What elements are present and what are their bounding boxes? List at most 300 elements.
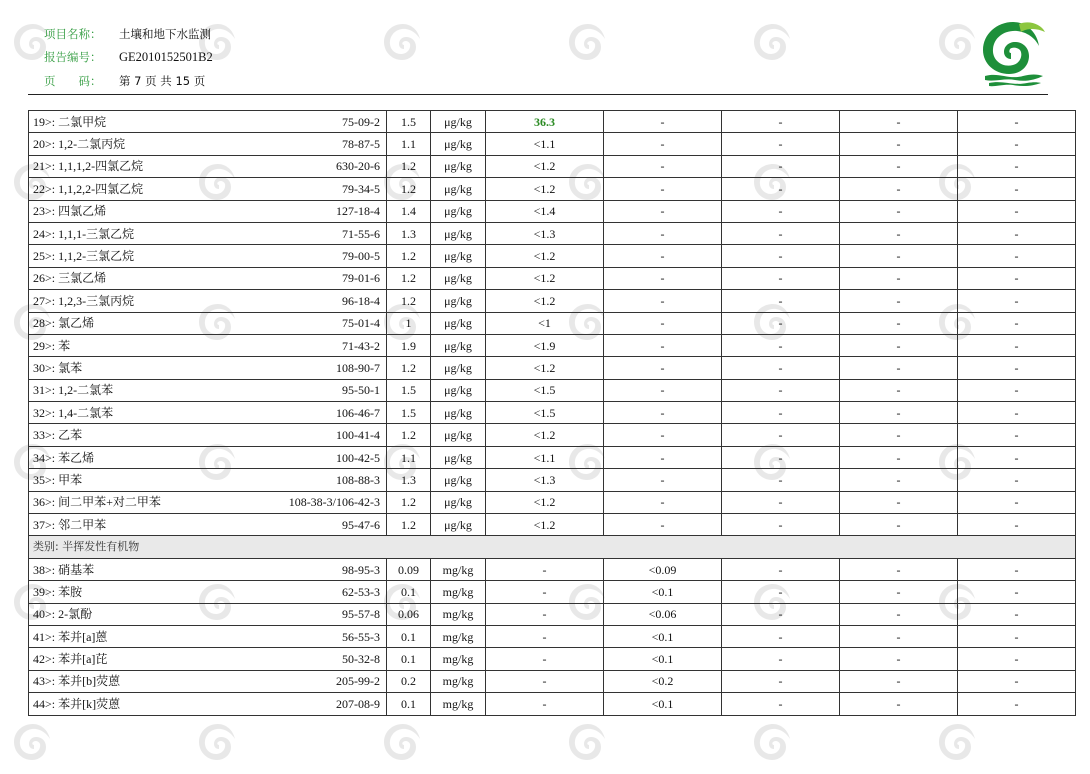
result-5: -	[958, 334, 1076, 356]
analyte-cell	[29, 334, 387, 356]
result-3: -	[722, 446, 840, 468]
result-5: -	[958, 312, 1076, 334]
analyte-cell	[29, 290, 387, 312]
analyte-name: 29>: 苯	[33, 338, 71, 353]
table-row	[29, 625, 1076, 647]
detection-limit: 1.2	[387, 514, 431, 536]
result-1: <1.2	[486, 491, 604, 513]
result-1: <1.4	[486, 200, 604, 222]
result-2: -	[604, 402, 722, 424]
result-3: -	[722, 357, 840, 379]
analyte-name: 37>: 邻二甲苯	[33, 517, 107, 532]
analyte-cell	[29, 357, 387, 379]
unit: mg/kg	[431, 581, 486, 603]
table-row	[29, 222, 1076, 244]
detection-limit: 0.06	[387, 603, 431, 625]
analyte-name: 38>: 硝基苯	[33, 562, 95, 577]
cas-number: 71-55-6	[342, 226, 381, 241]
watermark-swirl-icon	[750, 720, 796, 766]
analyte-cell	[29, 693, 387, 715]
analyte-name: 39>: 苯胺	[33, 584, 83, 599]
result-1: <1.1	[486, 446, 604, 468]
result-1: <1.2	[486, 267, 604, 289]
detection-limit: 1	[387, 312, 431, 334]
result-1: <1	[486, 312, 604, 334]
result-1: <1.2	[486, 514, 604, 536]
analyte-name: 31>: 1,2-二氯苯	[33, 383, 114, 398]
table-row	[29, 133, 1076, 155]
detection-limit: 1.5	[387, 402, 431, 424]
cas-number: 95-50-1	[342, 383, 381, 398]
result-2: -	[604, 200, 722, 222]
result-4: -	[840, 648, 958, 670]
unit: μg/kg	[431, 491, 486, 513]
cas-number: 207-08-9	[336, 696, 381, 711]
cas-number: 108-88-3	[336, 472, 381, 487]
result-1: -	[486, 670, 604, 692]
unit: μg/kg	[431, 312, 486, 334]
cas-number: 95-47-6	[342, 517, 381, 532]
result-3: -	[722, 245, 840, 267]
result-4: -	[840, 402, 958, 424]
result-5: -	[958, 581, 1076, 603]
cas-number: 71-43-2	[342, 338, 381, 353]
result-2: -	[604, 379, 722, 401]
analyte-cell	[29, 625, 387, 647]
table-row	[29, 446, 1076, 468]
cas-number: 95-57-8	[342, 607, 381, 622]
page-number-label: 页 码：	[44, 74, 102, 88]
page-number-value: 第 7 页 共 15 页	[119, 74, 206, 88]
result-4: -	[840, 514, 958, 536]
result-5: -	[958, 424, 1076, 446]
result-4: -	[840, 290, 958, 312]
table-row	[29, 334, 1076, 356]
analyte-cell	[29, 514, 387, 536]
detection-limit: 1.3	[387, 222, 431, 244]
result-2: -	[604, 514, 722, 536]
project-name-row	[44, 26, 211, 42]
detection-limit: 1.4	[387, 200, 431, 222]
project-name-label: 项目名称：	[44, 27, 102, 41]
result-5: -	[958, 155, 1076, 177]
result-2: <0.1	[604, 693, 722, 715]
result-5: -	[958, 693, 1076, 715]
analyte-cell	[29, 581, 387, 603]
result-1: <1.2	[486, 357, 604, 379]
result-4: -	[840, 625, 958, 647]
detection-limit: 1.1	[387, 133, 431, 155]
page-number-row	[44, 73, 205, 89]
cas-number: 62-53-3	[342, 584, 381, 599]
table-row	[29, 514, 1076, 536]
report-number-label: 报告编号：	[44, 50, 102, 64]
cas-number: 100-41-4	[336, 428, 381, 443]
detection-limit: 1.2	[387, 424, 431, 446]
result-5: -	[958, 357, 1076, 379]
analyte-name: 21>: 1,1,1,2-四氯乙烷	[33, 159, 144, 174]
analyte-cell	[29, 402, 387, 424]
watermark-swirl-icon	[565, 720, 611, 766]
result-1: <1.3	[486, 222, 604, 244]
table-row	[29, 670, 1076, 692]
unit: μg/kg	[431, 200, 486, 222]
analyte-cell	[29, 670, 387, 692]
result-5: -	[958, 402, 1076, 424]
analyte-name: 28>: 氯乙烯	[33, 316, 95, 331]
cas-number: 108-38-3/106-42-3	[288, 495, 381, 510]
unit: μg/kg	[431, 446, 486, 468]
analyte-cell	[29, 111, 387, 133]
result-3: -	[722, 514, 840, 536]
detection-limit: 1.5	[387, 111, 431, 133]
result-3: -	[722, 379, 840, 401]
table-row	[29, 357, 1076, 379]
table-row	[29, 379, 1076, 401]
result-3: -	[722, 625, 840, 647]
unit: μg/kg	[431, 267, 486, 289]
result-5: -	[958, 133, 1076, 155]
analyte-cell	[29, 469, 387, 491]
result-1: <1.2	[486, 290, 604, 312]
analyte-cell	[29, 558, 387, 580]
result-4: -	[840, 424, 958, 446]
analyte-name: 32>: 1,4-二氯苯	[33, 405, 114, 420]
result-3: -	[722, 111, 840, 133]
result-5: -	[958, 514, 1076, 536]
table-row	[29, 267, 1076, 289]
result-5: -	[958, 469, 1076, 491]
analyte-cell	[29, 446, 387, 468]
result-1: -	[486, 625, 604, 647]
analyte-name: 30>: 氯苯	[33, 360, 83, 375]
result-2: -	[604, 424, 722, 446]
cas-number: 79-00-5	[342, 249, 381, 264]
result-1: <1.1	[486, 133, 604, 155]
analyte-name: 41>: 苯并[a]蒽	[33, 629, 108, 644]
analyte-name: 25>: 1,1,2-三氯乙烷	[33, 249, 135, 264]
analyte-cell	[29, 491, 387, 513]
result-5: -	[958, 178, 1076, 200]
detection-limit: 0.09	[387, 558, 431, 580]
logo-swirl-icon	[975, 18, 1051, 88]
table-row	[29, 693, 1076, 715]
unit: mg/kg	[431, 693, 486, 715]
detection-limit: 1.2	[387, 155, 431, 177]
result-3: -	[722, 267, 840, 289]
result-4: -	[840, 670, 958, 692]
unit: μg/kg	[431, 111, 486, 133]
result-4: -	[840, 200, 958, 222]
analyte-name: 40>: 2-氯酚	[33, 607, 93, 622]
result-3: -	[722, 290, 840, 312]
result-5: -	[958, 222, 1076, 244]
result-3: -	[722, 200, 840, 222]
unit: μg/kg	[431, 514, 486, 536]
analyte-name: 26>: 三氯乙烯	[33, 271, 107, 286]
analyte-cell	[29, 424, 387, 446]
analyte-cell	[29, 133, 387, 155]
results-table	[28, 110, 1076, 716]
result-2: -	[604, 357, 722, 379]
result-1: <1.2	[486, 178, 604, 200]
unit: μg/kg	[431, 245, 486, 267]
result-2: -	[604, 155, 722, 177]
result-3: -	[722, 312, 840, 334]
unit: μg/kg	[431, 290, 486, 312]
result-3: -	[722, 491, 840, 513]
result-5: -	[958, 670, 1076, 692]
detection-limit: 0.1	[387, 648, 431, 670]
result-2: <0.06	[604, 603, 722, 625]
result-3: -	[722, 133, 840, 155]
analyte-cell	[29, 603, 387, 625]
analyte-name: 33>: 乙苯	[33, 428, 83, 443]
result-4: -	[840, 267, 958, 289]
watermark-swirl-icon	[195, 720, 241, 766]
result-3: -	[722, 581, 840, 603]
table-row	[29, 155, 1076, 177]
result-2: <0.09	[604, 558, 722, 580]
result-2: -	[604, 469, 722, 491]
cas-number: 79-34-5	[342, 181, 381, 196]
report-number-value: GE2010152501B2	[119, 50, 213, 64]
table-row	[29, 603, 1076, 625]
unit: mg/kg	[431, 670, 486, 692]
result-2: <0.1	[604, 625, 722, 647]
result-4: -	[840, 469, 958, 491]
result-5: -	[958, 111, 1076, 133]
result-4: -	[840, 603, 958, 625]
unit: μg/kg	[431, 469, 486, 491]
result-2: -	[604, 267, 722, 289]
result-2: -	[604, 222, 722, 244]
result-3: -	[722, 424, 840, 446]
detection-limit: 1.3	[387, 469, 431, 491]
result-3: -	[722, 648, 840, 670]
detection-limit: 0.1	[387, 581, 431, 603]
analyte-cell	[29, 200, 387, 222]
cas-number: 100-42-5	[336, 450, 381, 465]
result-2: -	[604, 245, 722, 267]
detection-limit: 1.2	[387, 357, 431, 379]
analyte-cell	[29, 648, 387, 670]
result-4: -	[840, 379, 958, 401]
result-5: -	[958, 290, 1076, 312]
project-name-value: 土壤和地下水监测	[119, 27, 211, 41]
cas-number: 78-87-5	[342, 137, 381, 152]
cas-number: 75-09-2	[342, 114, 381, 129]
watermark-swirl-icon	[10, 720, 56, 766]
detection-limit: 0.1	[387, 625, 431, 647]
cas-number: 205-99-2	[336, 674, 381, 689]
result-5: -	[958, 603, 1076, 625]
cas-number: 98-95-3	[342, 562, 381, 577]
cas-number: 108-90-7	[336, 360, 381, 375]
table-row	[29, 648, 1076, 670]
result-2: <0.1	[604, 648, 722, 670]
unit: μg/kg	[431, 402, 486, 424]
watermark-swirl-icon	[935, 720, 981, 766]
table-row	[29, 178, 1076, 200]
unit: μg/kg	[431, 222, 486, 244]
analyte-name: 35>: 甲苯	[33, 472, 83, 487]
result-4: -	[840, 111, 958, 133]
analyte-name: 44>: 苯并[k]荧蒽	[33, 696, 121, 711]
result-2: -	[604, 290, 722, 312]
result-1: -	[486, 603, 604, 625]
result-5: -	[958, 558, 1076, 580]
result-4: -	[840, 334, 958, 356]
result-4: -	[840, 693, 958, 715]
company-logo	[975, 18, 1051, 88]
result-1: 36.3	[486, 111, 604, 133]
table-row	[29, 402, 1076, 424]
result-4: -	[840, 491, 958, 513]
category-row	[29, 536, 1076, 558]
result-3: -	[722, 222, 840, 244]
unit: μg/kg	[431, 357, 486, 379]
unit: mg/kg	[431, 625, 486, 647]
result-1: <1.9	[486, 334, 604, 356]
unit: μg/kg	[431, 379, 486, 401]
analyte-cell	[29, 312, 387, 334]
result-3: -	[722, 155, 840, 177]
cas-number: 127-18-4	[336, 204, 381, 219]
table-row	[29, 111, 1076, 133]
table-row	[29, 424, 1076, 446]
result-3: -	[722, 402, 840, 424]
result-2: -	[604, 312, 722, 334]
analyte-name: 24>: 1,1,1-三氯乙烷	[33, 226, 135, 241]
cas-number: 96-18-4	[342, 293, 381, 308]
result-5: -	[958, 491, 1076, 513]
detection-limit: 1.2	[387, 178, 431, 200]
analyte-name: 36>: 间二甲苯+对二甲苯	[33, 495, 161, 510]
result-2: <0.1	[604, 581, 722, 603]
unit: mg/kg	[431, 603, 486, 625]
result-1: <1.5	[486, 379, 604, 401]
result-2: -	[604, 111, 722, 133]
table-row	[29, 491, 1076, 513]
result-5: -	[958, 245, 1076, 267]
result-2: -	[604, 178, 722, 200]
cas-number: 56-55-3	[342, 629, 381, 644]
unit: μg/kg	[431, 178, 486, 200]
result-1: -	[486, 581, 604, 603]
results-table-body	[29, 111, 1076, 716]
result-1: <1.2	[486, 245, 604, 267]
table-row	[29, 312, 1076, 334]
result-2: -	[604, 446, 722, 468]
cas-number: 75-01-4	[342, 316, 381, 331]
analyte-cell	[29, 178, 387, 200]
cas-number: 79-01-6	[342, 271, 381, 286]
result-5: -	[958, 379, 1076, 401]
report-number-row	[44, 49, 213, 65]
table-row	[29, 245, 1076, 267]
analyte-name: 19>: 二氯甲烷	[33, 114, 107, 129]
analyte-name: 27>: 1,2,3-三氯丙烷	[33, 293, 135, 308]
result-2: -	[604, 133, 722, 155]
result-5: -	[958, 625, 1076, 647]
result-5: -	[958, 446, 1076, 468]
result-3: -	[722, 178, 840, 200]
result-1: <1.2	[486, 155, 604, 177]
result-2: <0.2	[604, 670, 722, 692]
detection-limit: 1.2	[387, 491, 431, 513]
unit: mg/kg	[431, 648, 486, 670]
table-row	[29, 581, 1076, 603]
analyte-name: 20>: 1,2-二氯丙烷	[33, 137, 126, 152]
detection-limit: 0.2	[387, 670, 431, 692]
cas-number: 630-20-6	[336, 159, 381, 174]
cas-number: 50-32-8	[342, 652, 381, 667]
table-row	[29, 469, 1076, 491]
result-5: -	[958, 267, 1076, 289]
table-row	[29, 290, 1076, 312]
unit: μg/kg	[431, 155, 486, 177]
result-4: -	[840, 446, 958, 468]
analyte-name: 23>: 四氯乙烯	[33, 204, 107, 219]
cas-number: 106-46-7	[336, 405, 381, 420]
watermark-swirl-icon	[380, 720, 426, 766]
analyte-name: 42>: 苯并[a]芘	[33, 652, 108, 667]
result-5: -	[958, 200, 1076, 222]
analyte-name: 22>: 1,1,2,2-四氯乙烷	[33, 181, 144, 196]
unit: μg/kg	[431, 334, 486, 356]
result-4: -	[840, 133, 958, 155]
result-1: <1.2	[486, 424, 604, 446]
detection-limit: 1.2	[387, 267, 431, 289]
analyte-name: 34>: 苯乙烯	[33, 450, 95, 465]
detection-limit: 1.5	[387, 379, 431, 401]
result-4: -	[840, 558, 958, 580]
detection-limit: 0.1	[387, 693, 431, 715]
table-row	[29, 558, 1076, 580]
result-5: -	[958, 648, 1076, 670]
result-4: -	[840, 178, 958, 200]
unit: μg/kg	[431, 424, 486, 446]
result-4: -	[840, 155, 958, 177]
result-4: -	[840, 245, 958, 267]
result-3: -	[722, 558, 840, 580]
analyte-cell	[29, 222, 387, 244]
report-header	[0, 0, 1090, 96]
result-1: <1.3	[486, 469, 604, 491]
analyte-cell	[29, 267, 387, 289]
analyte-cell	[29, 245, 387, 267]
result-4: -	[840, 581, 958, 603]
result-2: -	[604, 491, 722, 513]
detection-limit: 1.1	[387, 446, 431, 468]
detection-limit: 1.9	[387, 334, 431, 356]
result-2: -	[604, 334, 722, 356]
unit: mg/kg	[431, 558, 486, 580]
result-1: -	[486, 558, 604, 580]
category-label: 类别: 半挥发性有机物	[29, 536, 1076, 558]
analyte-cell	[29, 155, 387, 177]
result-1: -	[486, 693, 604, 715]
unit: μg/kg	[431, 133, 486, 155]
analyte-name: 43>: 苯并[b]荧蒽	[33, 674, 121, 689]
analyte-cell	[29, 379, 387, 401]
result-4: -	[840, 222, 958, 244]
result-1: -	[486, 648, 604, 670]
result-3: -	[722, 469, 840, 491]
header-divider	[28, 94, 1048, 95]
result-3: -	[722, 693, 840, 715]
